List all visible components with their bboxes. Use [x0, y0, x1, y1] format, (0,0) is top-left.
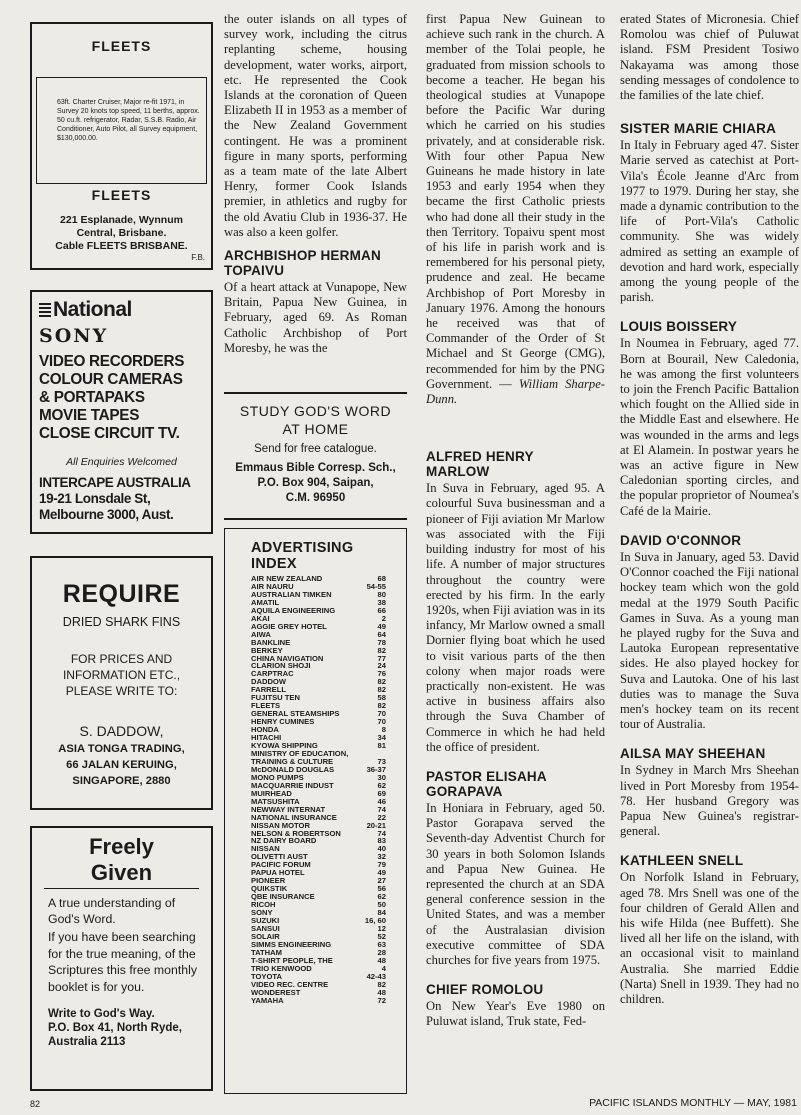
index-entry-page: 24: [377, 661, 386, 671]
gorapava-heading: [426, 769, 605, 799]
shark-ad-info-line-3: PLEASE WRITE TO:: [65, 684, 178, 698]
index-entry-name: MONO PUMPS: [251, 772, 304, 782]
index-entry-name: CLARION SHOJI: [251, 661, 311, 671]
romolou-paragraph: On New Year's Eve 1980 on Puluwat island, Truk state, Fed-: [426, 999, 605, 1029]
index-entry-page: 82: [377, 677, 386, 687]
index-entry-name: WONDEREST: [251, 987, 301, 997]
oconnor-heading: DAVID O'CONNOR: [620, 532, 742, 548]
national-sony-ad: [30, 290, 213, 534]
sheehan-heading: AILSA MAY SHEEHAN: [620, 746, 766, 762]
shark-ad-city: SINGAPORE, 2880: [72, 775, 171, 787]
gorapava-heading-line-1: PASTOR ELISAHA: [426, 768, 547, 784]
index-entry-name: SONY: [251, 908, 273, 918]
freely-given-lead: A true understanding of God's Word.: [48, 896, 176, 926]
index-entry-name: TATHAM: [251, 947, 282, 957]
index-entry-page: 49: [377, 868, 386, 878]
index-entry-name: GENERAL STEAMSHIPS: [251, 709, 340, 719]
index-entry-name: NELSON & ROBERTSON: [251, 828, 341, 838]
national-company: [39, 475, 191, 523]
index-entry-page: 72: [377, 995, 386, 1005]
index-entry-name: PIONEER: [251, 876, 286, 886]
index-entry-page: 82: [377, 979, 386, 989]
index-entry-name: NEWWAY INTERNAT: [251, 804, 326, 814]
index-entry-page: 34: [377, 733, 386, 743]
shark-ad-title: REQUIRE: [62, 580, 181, 608]
index-entry-name: SUZUKI: [251, 915, 280, 925]
shark-ad-company: ASIA TONGA TRADING,: [58, 743, 185, 755]
index-entry-page: 77: [377, 653, 386, 663]
snell-heading: KATHLEEN SNELL: [620, 853, 744, 869]
study-gods-word-ad: [224, 392, 407, 520]
fleets-ad-listing-box: [36, 77, 207, 184]
national-address-line-2: Melbourne 3000, Aust.: [39, 507, 174, 522]
index-entry-name: CARPTRAC: [251, 669, 294, 679]
index-entry-name: HONDA: [251, 725, 279, 735]
index-entry-page: 27: [377, 876, 386, 886]
national-brand: National: [53, 298, 132, 321]
index-entry-name: NISSAN MOTOR: [251, 820, 310, 830]
boissery-heading: LOUIS BOISSERY: [620, 319, 738, 335]
index-entry-page: 28: [377, 947, 386, 957]
index-entry-page: 70: [377, 709, 386, 719]
freely-given-contact-line-2: P.O. Box 41, North Ryde,: [48, 1022, 182, 1034]
shark-ad-street: 66 JALAN KERUING,: [66, 759, 177, 771]
shark-ad-info-line-2: INFORMATION ETC.,: [62, 668, 181, 682]
index-entry-page: 49: [377, 621, 386, 631]
study-ad-title: [224, 402, 407, 438]
index-entry-name: MINISTRY OF EDUCATION,: [251, 748, 349, 758]
index-entry-name: FUJITSU TEN: [251, 693, 300, 703]
index-entry-name: McDONALD DOUGLAS: [251, 764, 335, 774]
index-entry-page: 66: [377, 605, 386, 615]
snell-paragraph: On Norfolk Island in February, aged 78. Mrs Snell was one of the four children of Gerald Allen and his wife Hilda (nee Buffett). She lived all her life on the island, with an occasional visit to mainland Australia. She married Eddie (Narta) Snell in 1939. They had no children.: [620, 870, 799, 1006]
chiara-paragraph: In Italy in February aged 47. Sister Marie served as catechist at Port-Vila's École Jeanne d'Arc from 1977 to 1979. During her stay, she made a dynamic contribution to the life of Port-Vila's Catholic community. She was widely admired as setting an example of devotion and hard work, especially among the young people of the parish.: [620, 138, 799, 305]
index-entry-name: MUIRHEAD: [251, 788, 292, 798]
national-logo: [39, 298, 132, 322]
index-entry-name: NZ DAIRY BOARD: [251, 836, 317, 846]
shark-ad-address: [32, 741, 211, 789]
index-entry-page: 48: [377, 987, 386, 997]
masthead: PACIFIC ISLANDS MONTHLY — MAY, 1981: [589, 1097, 797, 1109]
index-entry-page: 82: [377, 701, 386, 711]
index-entry-page: 79: [377, 860, 386, 870]
index-entry-page: 38: [377, 597, 386, 607]
national-product-line-4: MOVIE TAPES: [39, 407, 140, 424]
topaivu-heading-line-2: TOPAIVU: [224, 263, 285, 279]
index-entry-name: FARRELL: [251, 685, 287, 695]
advertising-index-list: [251, 575, 406, 1004]
national-product-line-5: CLOSE CIRCUIT TV.: [39, 425, 180, 442]
index-entry-name: CHINA NAVIGATION: [251, 653, 324, 663]
marlow-heading-line-1: ALFRED HENRY: [426, 449, 534, 465]
study-ad-place: C.M. 96950: [285, 492, 346, 504]
index-entry-page: 68: [377, 574, 386, 583]
index-entry-name: OLIVETTI AUST: [251, 852, 308, 862]
study-ad-org: Emmaus Bible Corresp. Sch.,: [235, 462, 396, 474]
fleets-ad-top-title: FLEETS: [91, 38, 152, 54]
index-entry-name: QUIKSTIK: [251, 884, 288, 894]
index-entry-name: AIR NAURU: [251, 581, 294, 591]
study-ad-title-line-1: STUDY GOD'S WORD: [239, 403, 392, 419]
freely-given-title-line-1: Freely: [89, 834, 154, 859]
index-entry-name: AUSTRALIAN TIMKEN: [251, 589, 332, 599]
national-logo-icon: [39, 303, 51, 317]
national-enquiries: All Enquiries Welcomed: [66, 456, 177, 468]
index-entry-page: 74: [377, 828, 386, 838]
index-entry-name: PAPUA HOTEL: [251, 868, 305, 878]
index-entry-page: 40: [377, 844, 386, 854]
column-3: [426, 12, 605, 1030]
index-entry-name: AIWA: [251, 629, 271, 639]
index-entry-page: 73: [377, 756, 386, 766]
national-company-name: INTERCAPE AUSTRALIA: [39, 475, 191, 490]
index-entry-name: TRIO KENWOOD: [251, 963, 312, 973]
shark-fins-ad: [30, 556, 213, 810]
index-entry: [251, 997, 406, 1005]
index-entry-name: TOYOTA: [251, 971, 282, 981]
sheehan-paragraph: In Sydney in March Mrs Sheehan lived in Port Moresby from 1954-78. Her husband Gregory was Papua New Guinea's registrar-general.: [620, 763, 799, 839]
fleets-ad-address-line-2: Central, Brisbane.: [76, 227, 167, 239]
chiara-heading: SISTER MARIE CHIARA: [620, 121, 777, 137]
study-ad-box: P.O. Box 904, Saipan,: [257, 477, 374, 489]
index-entry-name: BANKLINE: [251, 637, 291, 647]
shark-ad-subtitle: DRIED SHARK FINS: [62, 615, 181, 629]
index-entry-page: 4: [381, 963, 386, 973]
freely-given-contact-line-3: Australia 2113: [48, 1036, 126, 1048]
index-entry-name: HENRY CUMINES: [251, 717, 315, 727]
index-entry-page: 82: [377, 645, 386, 655]
index-entry-name: FLEETS: [251, 701, 281, 711]
study-ad-address: [224, 461, 407, 506]
index-entry-page: 84: [377, 908, 386, 918]
national-product-line-2: COLOUR CAMERAS: [39, 371, 183, 388]
study-ad-send: Send for free catalogue.: [254, 443, 377, 455]
col2-intro-paragraph: the outer islands on all types of survey work, including the citrus replanting scheme, housing development, water works, airport, etc. He represented the Cook Islands at the coronation of Queen Elizabeth II in 1953 as a member of the New Zealand Government contingent. He was a prominent figure in many sports, performing as a team mate of the late Albert Henry, former Cook Islands premier, in athletics and rugby for the old Avatiu Club in 1936-37. He was also a keen golfer.: [224, 12, 407, 239]
fleets-ad-address: [32, 214, 211, 253]
index-entry-name: VIDEO REC. CENTRE: [251, 979, 329, 989]
freely-given-title-line-2: Given: [90, 860, 153, 885]
shark-ad-info: [32, 651, 211, 699]
index-entry-name: HITACHI: [251, 733, 282, 743]
index-entry-page: 62: [377, 892, 386, 902]
index-entry-page: 83: [377, 836, 386, 846]
index-entry-page: 22: [377, 812, 386, 822]
index-entry-name: TRAINING & CULTURE: [251, 756, 334, 766]
col3-intro-paragraph: [426, 12, 605, 407]
freely-given-ad: [30, 826, 213, 1091]
index-entry-name: QBE INSURANCE: [251, 892, 315, 902]
index-entry-page: 42-43: [366, 971, 386, 981]
marlow-heading: [426, 449, 605, 479]
page-number: 82: [30, 1099, 41, 1109]
sony-brand: SONY: [39, 325, 109, 347]
index-entry-page: 74: [377, 804, 386, 814]
index-entry-name: AMATIL: [251, 597, 280, 607]
index-entry-page: 70: [377, 717, 386, 727]
index-entry-name: AGGIE GREY HOTEL: [251, 621, 327, 631]
index-entry-page: 69: [377, 788, 386, 798]
index-entry-name: BERKEY: [251, 645, 283, 655]
col3-intro-text: first Papua New Guinean to achieve such rank in the church. A member of the Tolai people, he graduated from mission schools to become a teacher. He began his theological studies at Vunapope before the Pacific War during which he carried on his studies privately, and at considerable risk. With four other Papua New Guineans he made history in late 1953 and early 1954 when they became the first Catholic priests who had done all their study in the then Territory. Topaivu spent most of his life in parish work and is remembered for his personal piety, prudence and zeal. He became Archbishop of Port Moresby in January 1976. Among the honours he received was that of Commander of the Order of St Michael and St George (CMG), recommended for him by the PNG Government. —: [426, 12, 605, 391]
index-entry-page: 12: [377, 923, 386, 933]
index-entry-name: MATSUSHITA: [251, 796, 300, 806]
index-entry-page: [386, 750, 406, 758]
index-entry-name: SIMMS ENGINEERING: [251, 939, 332, 949]
index-entry-page: 80: [377, 589, 386, 599]
national-products: [39, 353, 184, 443]
index-entry-page: 8: [381, 725, 386, 735]
gorapava-heading-line-2: GORAPAVA: [426, 783, 503, 799]
marlow-paragraph: In Suva in February, aged 95. A colourful Suva businessman and a pioneer of Fiji aviation Mr Marlow was associated with the Fiji building industry for most of his life. A number of major structures throughout the country were erected by his firm. In the early 1920s, when Fiji aviation was in its infancy, Mr Marlow owned a small Dornier flying boat which he used to visit various parts of the then colony when major roads were practically non-existent. He was active in business affairs also through the Suva Chamber of Commerce in which he had held the office of president.: [426, 481, 605, 754]
index-entry-name: SOLAIR: [251, 931, 280, 941]
index-entry-page: 20-21: [366, 820, 386, 830]
national-product-line-1: VIDEO RECORDERS: [39, 353, 185, 370]
index-entry-page: 64: [377, 629, 386, 639]
index-entry-name: T-SHIRT PEOPLE, THE: [251, 955, 333, 965]
index-entry-page: 54-55: [366, 581, 386, 591]
topaivu-heading: [224, 248, 407, 278]
topaivu-paragraph: Of a heart attack at Vunapope, New Britain, Papua New Guinea, in February, aged 69. As Roman Catholic Archbishop of Port Moresby, he was the: [224, 280, 407, 355]
fleets-ad-address-line-1: 221 Esplanade, Wynnum: [60, 214, 183, 226]
freely-given-body: If you have been searching for the true meaning, of the Scriptures this free monthly booklet is for you.: [48, 930, 197, 994]
index-entry-page: 56: [377, 884, 386, 894]
index-entry-page: 63: [377, 939, 386, 949]
index-entry-name: RICOH: [251, 900, 276, 910]
advertising-index-title-line-1: ADVERTISING: [251, 540, 354, 556]
index-entry-page: 52: [377, 931, 386, 941]
index-entry-page: 36-37: [366, 764, 386, 774]
index-entry-page: 2: [381, 613, 386, 623]
freely-given-title-rule: [44, 888, 199, 889]
national-product-line-3: & PORTAPAKS: [39, 389, 145, 406]
index-entry-page: 46: [377, 796, 386, 806]
marlow-heading-line-2: MARLOW: [426, 464, 490, 480]
fleets-ad-cable: Cable FLEETS BRISBANE.: [55, 240, 188, 252]
column-4: [620, 12, 799, 1007]
index-entry-name: NATIONAL INSURANCE: [251, 812, 337, 822]
advertising-index-title-line-2: INDEX: [251, 556, 297, 572]
index-entry-page: 58: [377, 693, 386, 703]
index-entry-page: 78: [377, 637, 386, 647]
index-entry-name: YAMAHA: [251, 995, 284, 1005]
national-address-line-1: 19-21 Lonsdale St,: [39, 491, 151, 506]
sharpe-dunn-byline: William Sharpe-Dunn.: [426, 376, 605, 407]
column-2: [224, 12, 407, 356]
index-entry-page: 81: [377, 741, 386, 751]
index-entry-page: 50: [377, 900, 386, 910]
romolou-heading: CHIEF ROMOLOU: [426, 982, 544, 998]
freely-given-contact-line-1: Write to God's Way.: [48, 1008, 155, 1020]
fleets-ad-listing: 63ft. Charter Cruiser, Major re-fit 1971, in Survey 20 knots top speed, 11 berths, approx. 50 cu.ft. refrigerator, Radar, S.S.B. Radio, Air Conditioner, Auto Pilot, all Survey equipment, $130,000.00.: [57, 99, 200, 142]
topaivu-heading-line-1: ARCHBISHOP HERMAN: [224, 248, 381, 264]
study-ad-title-line-2: AT HOME: [282, 421, 349, 437]
index-entry-page: 30: [377, 772, 386, 782]
index-entry-name: NISSAN: [251, 844, 280, 854]
freely-given-contact: [48, 1007, 203, 1049]
index-entry-name: MACQUARRIE INDUST: [251, 780, 334, 790]
index-entry-page: 32: [377, 852, 386, 862]
advertising-index: [224, 528, 407, 1094]
index-entry-page: 48: [377, 955, 386, 965]
fleets-ad-name: FLEETS: [91, 187, 152, 203]
index-entry-name: PACIFIC FORUM: [251, 860, 311, 870]
index-entry-page: 62: [377, 780, 386, 790]
col4-intro-paragraph: erated States of Micronesia. Chief Romolou was chief of Puluwat island. FSM President Tosiwo Nakayama was among those sending messages of condolence to the families of the late chief.: [620, 12, 799, 103]
gorapava-paragraph: In Honiara in February, aged 50. Pastor Gorapava served the Seventh-day Adventist Church for 30 years in both Solomon Islands and Papua New Guinea. He represented the church at an SDA general conference session in the United States, and was a member of the Australasian division executive committee of SDA churches for five years from 1975.: [426, 800, 605, 967]
shark-ad-info-line-1: FOR PRICES AND: [70, 652, 173, 666]
shark-ad-name: S. DADDOW,: [79, 723, 164, 739]
index-entry-name: DADDOW: [251, 677, 287, 687]
index-entry-name: KYOWA SHIPPING: [251, 741, 318, 751]
index-entry-page: 76: [377, 669, 386, 679]
freely-given-title: [32, 834, 211, 886]
index-entry-name: AKAI: [251, 613, 270, 623]
fleets-ad-code: F.B.: [191, 253, 205, 262]
oconnor-paragraph: In Suva in January, aged 53. David O'Connor coached the Fiji national hockey team which won the gold medal at the 1979 South Pacific Games in Suva. As a young man he played rugby for the Suva and Lautoka European representative sides. He also played hockey for Suva and Lautoka. One of his last duties was to manage the Suva men's hockey team on its recent tour of Australia.: [620, 549, 799, 732]
index-entry-name: AQUILA ENGINEERING: [251, 605, 336, 615]
advertising-index-title: [251, 540, 406, 572]
index-entry-name: SANSUI: [251, 923, 280, 933]
index-entry-name: AIR NEW ZEALAND: [251, 574, 323, 583]
boissery-paragraph: In Noumea in February, aged 77. Born at Bourail, New Caledonia, he was among the first volunteers to join the French Pacific Battalion which fought on the Allied side in the Middle East and elsewhere. He was wounded in the arms and legs at El Alamein. In postwar years he was an active figure in New Caledonian sporting circles, and the popular proprietor of Noumea's Café de la Mairie.: [620, 336, 799, 518]
index-entry-page: 16, 60: [364, 915, 386, 925]
fleets-ad: [30, 22, 213, 270]
index-entry-page: 82: [377, 685, 386, 695]
